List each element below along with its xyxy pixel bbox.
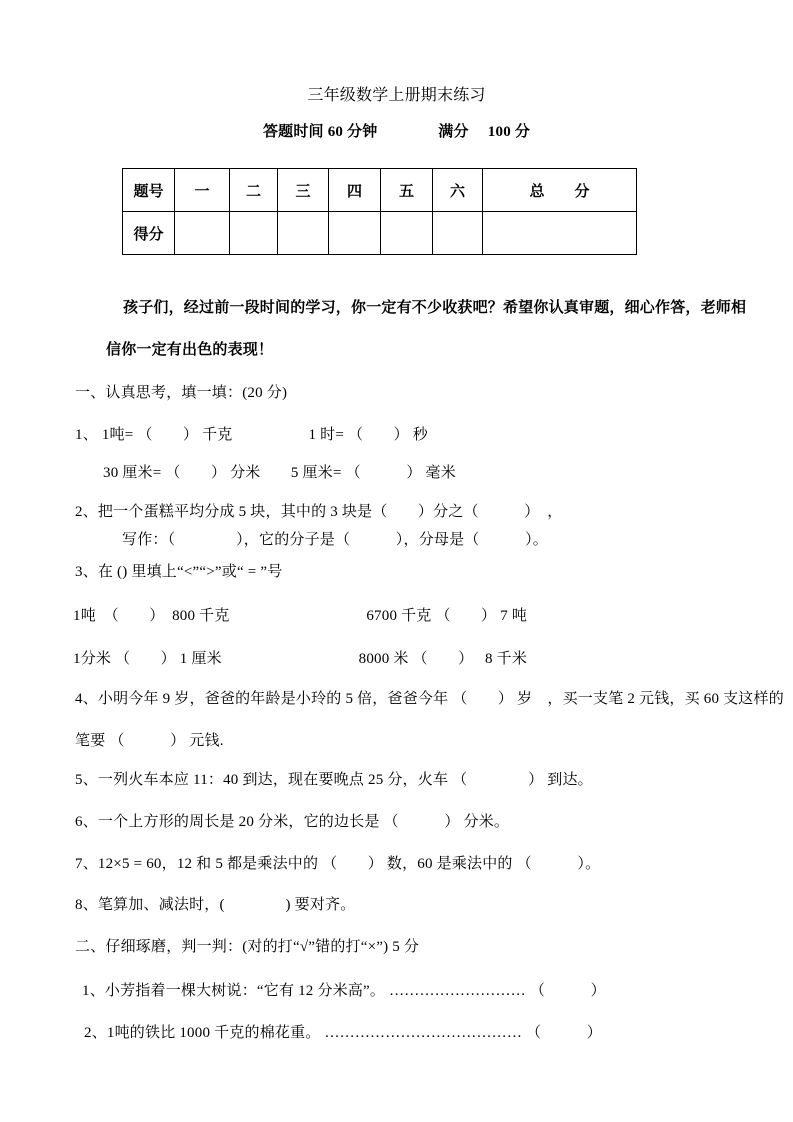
score-table-header-cell: 六 (433, 169, 483, 212)
score-table-header-cell: 二 (230, 169, 278, 212)
score-cell (230, 212, 278, 255)
section1-q1-line2: 30 厘米= （ ） 分米 5 厘米= （ ） 毫米 (103, 465, 456, 481)
score-cell (278, 212, 329, 255)
score-row-label: 得分 (123, 212, 175, 255)
score-cell (175, 212, 230, 255)
score-table-header-cell: 五 (381, 169, 433, 212)
section1-q5: 5、一列火车本应 11：40 到达，现在要晚点 25 分，火车 （ ） 到达。 (75, 772, 593, 788)
score-table-score-row (123, 212, 637, 255)
section1-q1-line1: 1、 1吨= （ ） 千克 1 时= （ ） 秒 (75, 427, 428, 443)
score-table-header-cell: 四 (329, 169, 381, 212)
section1-q3-row2: 1分米 （ ） 1 厘米 8000 米 （ ） 8 千米 (73, 651, 528, 667)
section1-q7: 7、12×5 = 60，12 和 5 都是乘法中的 （ ） 数，60 是乘法中的 （ ）。 (75, 856, 601, 872)
section1-heading: 一、认真思考，填一填：(20 分) (75, 385, 288, 401)
page-title: 三年级数学上册期末练习 (307, 87, 486, 104)
score-cell (381, 212, 433, 255)
intro-paragraph-line-1: 孩子们，经过前一段时间的学习，你一定有不少收获吧？希望你认真审题，细心作答，老师相 (123, 300, 747, 316)
score-table-header-cell: 题号 (123, 169, 175, 212)
score-table-header-cell: 一 (175, 169, 230, 212)
section1-q2-line1: 2、把一个蛋糕平均分成 5 块，其中的 3 块是（ ）分之（ ） ， (75, 504, 563, 520)
section2-q2: 2、1吨的铁比 1000 千克的棉花重。 ………………………………… （ ） (84, 1025, 603, 1041)
score-cell (483, 212, 637, 255)
section1-q2-line2: 写作：（ ），它的分子是（ ），分母是（ ）。 (122, 532, 549, 548)
section2-q1: 1、小芳指着一棵大树说：“它有 12 分米高”。 ……………………… （ ） (82, 983, 606, 999)
intro-paragraph-line-2: 信你一定有出色的表现！ (106, 342, 274, 358)
score-cell (433, 212, 483, 255)
section2-heading: 二、仔细琢磨，判一判：(对的打“√”错的打“×”) 5 分 (75, 939, 420, 955)
score-table-header-cell: 三 (278, 169, 329, 212)
section1-q4-line2: 笔要 （ ） 元钱. (75, 733, 224, 749)
section1-q3-row1: 1吨 （ ） 800 千克 6700 千克 （ ） 7 吨 (73, 608, 528, 624)
exam-meta: 答题时间 60 分钟 满分 100 分 (262, 124, 531, 140)
section1-q4-line1: 4、小明今年 9 岁，爸爸的年龄是小玲的 5 倍，爸爸今年 （ ） 岁 ，买一支笔 2 元钱，买 60 支这样的 (75, 691, 784, 707)
score-table (122, 168, 637, 255)
score-table-header-row (123, 169, 637, 212)
score-table-header-cell: 总 分 (483, 169, 637, 212)
section1-q6: 6、一个上方形的周长是 20 分米，它的边长是 （ ） 分米。 (75, 814, 510, 830)
score-cell (329, 212, 381, 255)
section1-q8: 8、笔算加、减法时，( ) 要对齐。 (75, 897, 356, 913)
section1-q3-heading: 3、在 () 里填上“<”“>”或“ = ”号 (75, 564, 283, 580)
